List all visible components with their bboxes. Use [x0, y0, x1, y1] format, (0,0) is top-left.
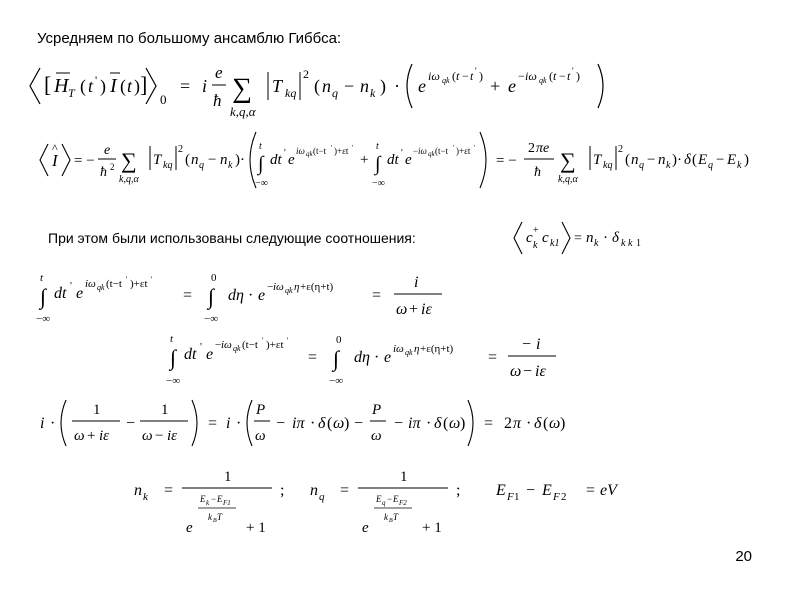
svg-text:iε: iε: [99, 428, 110, 444]
svg-text:=: =: [208, 415, 218, 432]
svg-text:iω: iω: [525, 69, 537, 83]
svg-text:T: T: [153, 152, 162, 168]
svg-text:iε: iε: [535, 363, 546, 380]
svg-text:E: E: [376, 494, 382, 504]
svg-text:e: e: [384, 349, 392, 366]
slide-heading: Усредняем по большому ансамблю Гиббса:: [37, 30, 342, 47]
svg-text:k,q,α: k,q,α: [558, 174, 578, 185]
svg-text:(: (: [692, 152, 697, 168]
svg-text:dt: dt: [270, 152, 282, 168]
svg-text:+: +: [409, 301, 419, 318]
svg-text:i: i: [414, 274, 419, 291]
svg-text:E: E: [200, 494, 206, 504]
svg-text:I: I: [52, 151, 58, 170]
svg-text:2: 2: [504, 415, 512, 432]
svg-text:n: n: [191, 152, 199, 168]
svg-text:=: =: [586, 482, 596, 499]
svg-text:k: k: [666, 160, 671, 171]
svg-text:e: e: [418, 76, 426, 96]
svg-text:+ 1: + 1: [246, 520, 266, 536]
svg-text:n: n: [310, 482, 318, 499]
svg-text:qk: qk: [428, 150, 435, 158]
svg-text:]: ]: [140, 72, 148, 97]
svg-text:E: E: [542, 482, 552, 499]
svg-text:1: 1: [400, 469, 408, 485]
svg-text:F: F: [507, 491, 514, 503]
svg-text:+: +: [533, 225, 539, 236]
svg-text:qk: qk: [233, 344, 241, 353]
svg-text:iπ: iπ: [408, 415, 421, 432]
svg-text:·: ·: [50, 415, 56, 432]
svg-text:−∞: −∞: [255, 178, 268, 189]
svg-text:[: [: [44, 72, 52, 97]
svg-text:': ': [262, 336, 264, 345]
svg-text:−: −: [267, 281, 274, 293]
svg-text:e: e: [508, 76, 516, 96]
svg-text:iω: iω: [296, 146, 305, 156]
svg-text:π: π: [513, 415, 522, 432]
svg-text:(t−t: (t−t: [106, 278, 122, 290]
svg-text:2: 2: [561, 491, 567, 503]
svg-text:qk: qk: [285, 286, 293, 295]
svg-text:+: +: [490, 76, 501, 96]
svg-text:i: i: [202, 76, 208, 96]
svg-text:T: T: [393, 512, 399, 522]
svg-text:': ': [70, 280, 72, 292]
svg-text:+ε(η+t): +ε(η+t): [420, 343, 454, 355]
svg-text:iω: iω: [85, 278, 96, 290]
svg-text:·: ·: [310, 415, 316, 432]
svg-text:': ': [287, 336, 289, 345]
svg-text:k: k: [737, 160, 742, 171]
svg-text:+ε(η+t): +ε(η+t): [300, 281, 334, 293]
svg-text:n: n: [322, 76, 331, 96]
svg-text:t: t: [567, 69, 571, 83]
svg-text:E: E: [496, 482, 506, 499]
equation-current: [40, 132, 749, 189]
svg-text:∫: ∫: [333, 346, 340, 371]
svg-text:=: =: [180, 76, 191, 96]
svg-text:k,q,α: k,q,α: [119, 174, 139, 185]
svg-text:−: −: [559, 69, 566, 83]
svg-text:n: n: [360, 76, 369, 96]
svg-text:e: e: [288, 152, 295, 168]
svg-text:−: −: [276, 415, 286, 432]
equation-occupation: [514, 222, 641, 254]
svg-text:^: ^: [52, 141, 58, 155]
svg-text:=: =: [484, 415, 494, 432]
svg-text:': ': [331, 144, 333, 152]
svg-text:−: −: [413, 146, 419, 156]
svg-text:iε: iε: [421, 301, 432, 318]
svg-text:−: −: [522, 336, 532, 353]
svg-text:ħ: ħ: [213, 91, 222, 110]
svg-text:t: t: [456, 69, 460, 83]
svg-text:+ 1: + 1: [422, 520, 442, 536]
svg-text:−∞: −∞: [372, 178, 385, 189]
svg-text:i: i: [536, 336, 541, 353]
svg-text:E: E: [393, 494, 399, 504]
svg-text:0: 0: [160, 92, 167, 107]
svg-text:·: ·: [426, 415, 432, 432]
svg-text:0: 0: [211, 272, 217, 284]
svg-text:n: n: [220, 152, 228, 168]
svg-text:e: e: [215, 63, 223, 82]
svg-text:2: 2: [110, 162, 115, 172]
svg-text:c: c: [542, 230, 549, 246]
svg-text:ω: ω: [510, 363, 522, 380]
svg-text:': ': [126, 275, 128, 284]
svg-text:)+εt: )+εt: [334, 146, 349, 156]
svg-text:ω: ω: [549, 415, 561, 432]
svg-text:ω: ω: [142, 428, 153, 444]
svg-text:−: −: [211, 494, 217, 504]
svg-text:ω: ω: [396, 301, 408, 318]
equation-sokhotski: [40, 400, 565, 446]
svg-text:qk: qk: [306, 150, 313, 158]
svg-text:qk: qk: [405, 348, 413, 357]
svg-text:qk: qk: [539, 76, 547, 85]
svg-text:E: E: [698, 152, 708, 168]
svg-text:t: t: [553, 69, 557, 83]
svg-text:k: k: [384, 512, 388, 522]
svg-text:1: 1: [636, 238, 641, 249]
svg-text:(: (: [452, 69, 456, 83]
svg-text:(: (: [120, 76, 126, 96]
svg-text:e: e: [76, 285, 84, 302]
svg-text:2: 2: [178, 144, 183, 155]
svg-text:k: k: [370, 86, 376, 100]
svg-text:·: ·: [374, 349, 380, 366]
svg-text:n: n: [586, 230, 594, 246]
svg-text:': ': [284, 148, 286, 159]
svg-text:)·: )·: [235, 152, 245, 168]
svg-text:−: −: [354, 415, 364, 432]
svg-text:= −: = −: [74, 153, 95, 169]
svg-text:)+εt: )+εt: [266, 339, 284, 351]
svg-text:e: e: [206, 346, 214, 363]
svg-text:(: (: [543, 415, 549, 432]
svg-text:ħ: ħ: [534, 165, 541, 180]
svg-text:−: −: [716, 152, 725, 168]
svg-text:q: q: [382, 499, 386, 507]
svg-text:i: i: [226, 415, 231, 432]
relations-label: При этом были использованы следующие соотношения:: [48, 230, 416, 246]
svg-text:ω: ω: [333, 415, 345, 432]
svg-text:1: 1: [224, 469, 232, 485]
svg-text:iω: iω: [393, 343, 404, 355]
svg-text:t: t: [127, 76, 133, 96]
svg-text:qk: qk: [442, 76, 450, 85]
svg-text:e: e: [186, 520, 193, 536]
svg-text:kq: kq: [285, 86, 297, 100]
svg-text:c: c: [526, 230, 533, 246]
svg-text:(: (: [80, 76, 86, 96]
svg-text:k: k: [206, 499, 210, 507]
svg-text:2: 2: [303, 67, 309, 81]
svg-text:k: k: [533, 240, 538, 251]
svg-text:=: =: [372, 287, 382, 304]
svg-text:)+εt: )+εt: [456, 146, 471, 156]
svg-text:': ': [200, 341, 202, 353]
svg-text:(: (: [549, 69, 553, 83]
svg-text:−: −: [126, 415, 136, 432]
svg-text:(: (: [327, 415, 333, 432]
svg-text:=: =: [183, 287, 193, 304]
svg-text:+: +: [360, 152, 369, 168]
svg-text:B: B: [389, 518, 393, 524]
svg-text:': ': [475, 66, 477, 76]
equation-average-commutator: [30, 63, 603, 119]
svg-text:−: −: [523, 363, 533, 380]
svg-text:2: 2: [528, 141, 535, 156]
svg-text:(t−t: (t−t: [313, 146, 327, 156]
svg-text:': ': [453, 144, 455, 152]
svg-text:)·: )·: [672, 152, 682, 168]
svg-text:)+εt: )+εt: [130, 278, 148, 290]
svg-text:k: k: [594, 238, 599, 249]
svg-text:−: −: [387, 494, 393, 504]
svg-text:q: q: [319, 491, 325, 503]
svg-text:T: T: [68, 86, 75, 100]
svg-text:e: e: [104, 143, 111, 158]
svg-text:n: n: [631, 152, 639, 168]
svg-text:dη: dη: [228, 287, 244, 304]
equation-fermi: [134, 469, 619, 536]
svg-text:n: n: [134, 482, 142, 499]
svg-text:e: e: [258, 287, 266, 304]
svg-text:q: q: [639, 160, 644, 171]
svg-text:iω: iω: [221, 339, 232, 351]
svg-text:': ': [352, 144, 354, 152]
svg-text:dt: dt: [184, 346, 197, 363]
svg-text:∫: ∫: [375, 153, 381, 175]
svg-text:·: ·: [603, 230, 608, 246]
equation-integral-minus: [166, 333, 556, 387]
svg-text:−∞: −∞: [204, 313, 219, 325]
svg-text:kq: kq: [603, 160, 613, 171]
svg-text:=: =: [574, 231, 582, 246]
svg-text:δ: δ: [318, 415, 326, 432]
svg-text:−: −: [462, 69, 469, 83]
svg-text:−: −: [518, 69, 525, 83]
svg-text:∑: ∑: [560, 148, 576, 173]
svg-text:δ: δ: [534, 415, 542, 432]
svg-text:P: P: [372, 402, 382, 418]
svg-text:q: q: [199, 160, 204, 171]
svg-text:t: t: [40, 272, 44, 284]
svg-text:∫: ∫: [40, 284, 47, 309]
svg-text:t: t: [376, 141, 379, 152]
svg-text:iε: iε: [167, 428, 178, 444]
svg-text:t: t: [88, 76, 94, 96]
svg-text:ω: ω: [74, 428, 85, 444]
svg-text:': ': [474, 144, 476, 152]
svg-text:−: −: [155, 428, 164, 444]
svg-text:−: −: [647, 152, 656, 168]
svg-text:H: H: [54, 75, 69, 97]
svg-text:e: e: [405, 152, 412, 168]
svg-text:·: ·: [526, 415, 532, 432]
svg-text:t: t: [259, 141, 262, 152]
svg-text:+: +: [87, 428, 96, 444]
svg-text:(t−t: (t−t: [435, 146, 449, 156]
svg-text:B: B: [213, 518, 217, 524]
svg-text:=: =: [340, 482, 350, 499]
svg-text:πe: πe: [536, 141, 550, 156]
svg-text:kq: kq: [163, 160, 173, 171]
svg-text:0: 0: [336, 334, 342, 346]
svg-text:δ: δ: [612, 230, 619, 246]
svg-text:·: ·: [236, 415, 242, 432]
svg-text:k,q,α: k,q,α: [230, 104, 256, 119]
svg-text:dt: dt: [387, 152, 399, 168]
svg-text:1: 1: [514, 491, 520, 503]
svg-text:(: (: [185, 152, 190, 168]
svg-text:e: e: [362, 520, 369, 536]
svg-text:iω: iω: [418, 146, 427, 156]
svg-text:q: q: [708, 160, 713, 171]
svg-text:iω: iω: [273, 281, 284, 293]
svg-text:∑: ∑: [121, 148, 137, 173]
svg-text:1: 1: [161, 402, 169, 418]
svg-text:q: q: [332, 86, 338, 100]
svg-text:k: k: [228, 160, 233, 171]
svg-text:=: =: [308, 349, 318, 366]
svg-text:iω: iω: [428, 69, 440, 83]
svg-text:n: n: [658, 152, 666, 168]
svg-text:dt: dt: [54, 285, 67, 302]
svg-text:): ): [460, 415, 466, 432]
svg-text:': ': [572, 66, 574, 76]
svg-text:= −: = −: [496, 153, 517, 169]
svg-text:P: P: [256, 402, 266, 418]
svg-text:−: −: [526, 482, 536, 499]
svg-text:∫: ∫: [170, 345, 177, 370]
equation-integral-plus: [36, 272, 442, 325]
svg-text:ω: ω: [255, 428, 266, 444]
svg-text:k: k: [208, 512, 212, 522]
svg-text:': ': [95, 73, 98, 87]
svg-text:=: =: [164, 482, 174, 499]
svg-text:∑: ∑: [232, 73, 252, 104]
svg-text:;: ;: [456, 482, 461, 499]
svg-text:−: −: [394, 415, 404, 432]
svg-text:−: −: [215, 339, 222, 351]
svg-text:k k: k k: [621, 238, 633, 249]
svg-text:k1: k1: [550, 238, 560, 249]
svg-text:(: (: [443, 415, 449, 432]
svg-text:2: 2: [618, 144, 623, 155]
svg-text:k: k: [143, 491, 148, 503]
svg-text:iπ: iπ: [292, 415, 305, 432]
svg-text:i: i: [40, 415, 45, 432]
svg-text:ω: ω: [371, 428, 382, 444]
svg-text:η: η: [294, 281, 300, 293]
svg-text:;: ;: [280, 482, 285, 499]
svg-text:−∞: −∞: [329, 375, 344, 387]
svg-text:): ): [744, 152, 749, 168]
svg-text:I: I: [110, 75, 117, 97]
svg-text:): ): [100, 76, 106, 96]
svg-text:−∞: −∞: [36, 313, 51, 325]
svg-text:eV: eV: [600, 482, 617, 499]
svg-text:−∞: −∞: [166, 375, 181, 387]
svg-text:t: t: [470, 69, 474, 83]
svg-text:E: E: [727, 152, 737, 168]
svg-text:(t−t: (t−t: [242, 339, 258, 351]
svg-text:1: 1: [93, 402, 101, 418]
svg-text:F: F: [553, 491, 560, 503]
svg-text:∫: ∫: [208, 284, 215, 309]
svg-text:T: T: [272, 76, 283, 96]
svg-text:(: (: [625, 152, 630, 168]
svg-text:F2: F2: [399, 499, 407, 507]
page-number: 20: [735, 548, 752, 565]
svg-text:η: η: [414, 343, 420, 355]
svg-text:δ: δ: [684, 152, 691, 168]
svg-text:F1: F1: [223, 499, 231, 507]
svg-text:∫: ∫: [258, 153, 264, 175]
svg-text:ω: ω: [449, 415, 461, 432]
svg-text:t: t: [170, 333, 174, 345]
svg-text:−: −: [208, 152, 217, 168]
svg-text:): ): [344, 415, 350, 432]
svg-text:·: ·: [248, 287, 254, 304]
svg-text:qk: qk: [97, 283, 105, 292]
svg-text:·: ·: [394, 76, 400, 96]
svg-text:=: =: [488, 349, 498, 366]
svg-text:): ): [134, 76, 140, 96]
svg-text:ħ: ħ: [100, 165, 107, 180]
svg-text:): ): [576, 69, 580, 83]
svg-text:): ): [380, 76, 386, 96]
svg-text:E: E: [217, 494, 223, 504]
svg-text:): ): [479, 69, 483, 83]
svg-text:): ): [560, 415, 566, 432]
svg-text:dη: dη: [354, 349, 370, 366]
svg-text:−: −: [344, 76, 355, 96]
svg-text:': ': [151, 275, 153, 284]
svg-text:': ': [401, 148, 403, 159]
svg-text:δ: δ: [434, 415, 442, 432]
svg-text:T: T: [217, 512, 223, 522]
svg-text:(: (: [314, 76, 320, 96]
svg-text:T: T: [593, 152, 602, 168]
